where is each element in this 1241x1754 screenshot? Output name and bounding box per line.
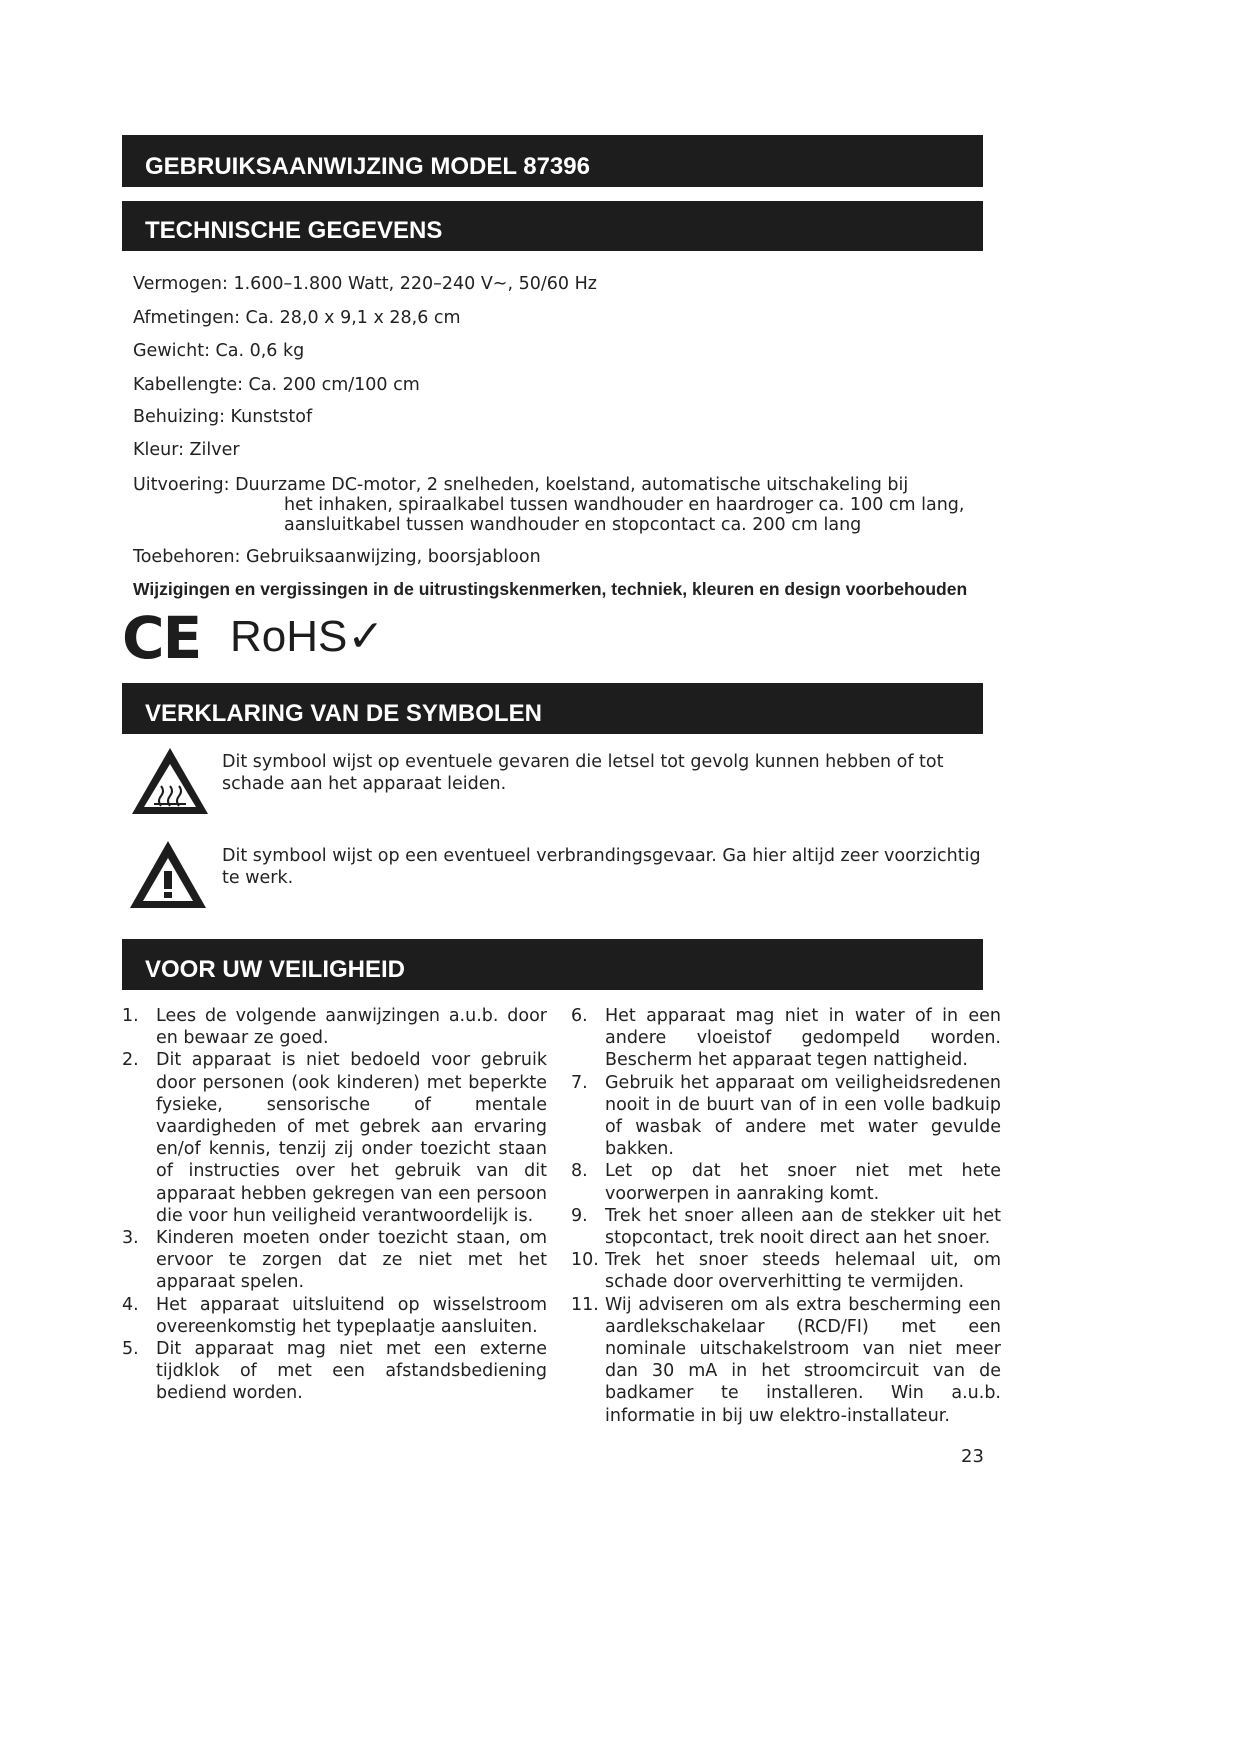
disclaimer-notice: Wijzigingen en vergissingen in de uitrustingskenmerken, techniek, kleuren en design voorbehouden [133,579,968,599]
symbol-description-hazard: Dit symbool wijst op eventuele gevaren die letsel tot gevolg kunnen hebben of tot schade aan het apparaat leiden. [222,752,944,794]
page-title: GEBRUIKSAANWIJZING MODEL 87396 [145,153,590,180]
list-item [571,1072,1001,1161]
spec-execution: Uitvoering: Duurzame DC-motor, 2 snelheden, koelstand, automatische uitschakeling bij [133,475,909,495]
section-title-tech: TECHNISCHE GEGEVENS [145,217,443,244]
section-header-symbols [122,683,983,734]
item-text: Dit apparaat mag niet met een externe tijdklok of met een afstandsbediening bediend worden. [156,1339,547,1404]
item-number: 6. [571,1006,588,1026]
item-text: Het apparaat mag niet in water of in een andere vloeistof gedompeld worden. Bescherm het apparaat tegen nattigheid. [605,1006,1001,1071]
item-number: 3. [122,1228,139,1249]
spec-housing: Behuizing: Kunststof [133,407,313,427]
spec-cable-length: Kabellengte: Ca. 200 cm/100 cm [133,375,420,395]
page-number: 23 [961,1446,984,1467]
item-text: Lees de volgende aanwijzingen a.u.b. door en bewaar ze goed. [156,1006,547,1049]
item-number: 4. [122,1294,139,1315]
list-item [571,1249,1001,1293]
list-item [122,1227,547,1294]
list-item [571,1294,1001,1427]
rohs-check-icon: ✓ [347,612,385,661]
item-number: 10. [571,1250,599,1271]
item-text: Trek het snoer steeds helemaal uit, om schade door oververhitting te vermijden. [605,1250,1001,1293]
title-bar [122,135,983,187]
item-number: 1. [122,1006,139,1026]
section-header-safety [122,939,983,990]
spec-power: Vermogen: 1.600–1.800 Watt, 220–240 V~, 50/60 Hz [133,274,597,294]
hot-surface-warning-icon [128,744,212,818]
safety-list-left [122,1005,547,1405]
list-item [122,1049,547,1227]
spec-execution-cont-1: het inhaken, spiraalkabel tussen wandhouder en haardroger ca. 100 cm lang, [284,495,965,515]
section-title-safety: VOOR UW VEILIGHEID [145,956,406,983]
item-number: 9. [571,1205,588,1226]
list-item [122,1005,547,1049]
spec-dimensions: Afmetingen: Ca. 28,0 x 9,1 x 28,6 cm [133,308,461,328]
rohs-label: RoHS [230,612,348,661]
list-item [122,1294,547,1338]
item-number: 2. [122,1050,139,1071]
item-text: Gebruik het apparaat om veiligheidsredenen nooit in de buurt van of in een volle badkuip of wasbak of andere met water gevulde bakken. [605,1072,1001,1160]
rohs-mark [230,612,384,662]
spec-execution-cont-2: aansluitkabel tussen wandhouder en stopcontact ca. 200 cm lang [284,515,862,535]
section-header-tech [122,201,983,251]
item-number: 7. [571,1072,588,1093]
list-item [122,1338,547,1405]
item-text: Kinderen moeten onder toezicht staan, om ervoor te zorgen dat ze niet met het apparaat spelen. [156,1228,547,1293]
item-text: Het apparaat uitsluitend op wisselstroom overeenkomstig het typeplaatje aansluiten. [156,1294,547,1337]
symbol-description-burn: Dit symbool wijst op een eventueel verbrandingsgevaar. Ga hier altijd zeer voorzichtig te werk. [222,846,981,888]
section-title-symbols: VERKLARING VAN DE SYMBOLEN [145,700,542,727]
safety-list-right [571,1005,1001,1427]
list-item [571,1205,1001,1249]
exclamation-warning-icon [126,837,210,913]
spec-weight: Gewicht: Ca. 0,6 kg [133,341,305,361]
item-number: 8. [571,1161,588,1182]
item-text: Let op dat het snoer niet met hete voorwerpen in aanraking komt. [605,1161,1001,1204]
item-text: Dit apparaat is niet bedoeld voor gebruik door personen (ook kinderen) met beperkte fysieke, sensorische of mentale vaardigheden of met gebrek aan ervaring en/of kennis, tenzij zij onder toezicht staan of instructies over het gebruik van dit apparaat hebben gekregen van een persoon die voor hun veiligheid verantwoordelijk is. [156,1050,547,1226]
spec-accessories: Toebehoren: Gebruiksaanwijzing, boorsjabloon [133,547,541,567]
list-item [571,1005,1001,1072]
ce-mark: CE [122,604,201,672]
item-text: Wij adviseren om als extra bescherming een aardlekschakelaar (RCD/FI) met een nominale uitschakelstroom van niet meer dan 30 mA in het stroomcircuit van de badkamer te installeren. Win a.u.b. informatie in bij uw elektro-installateur. [605,1294,1001,1426]
item-number: 11. [571,1294,599,1315]
list-item [571,1160,1001,1204]
item-number: 5. [122,1339,139,1360]
spec-color: Kleur: Zilver [133,440,240,460]
item-text: Trek het snoer alleen aan de stekker uit het stopcontact, trek nooit direct aan het snoer. [605,1205,1001,1249]
